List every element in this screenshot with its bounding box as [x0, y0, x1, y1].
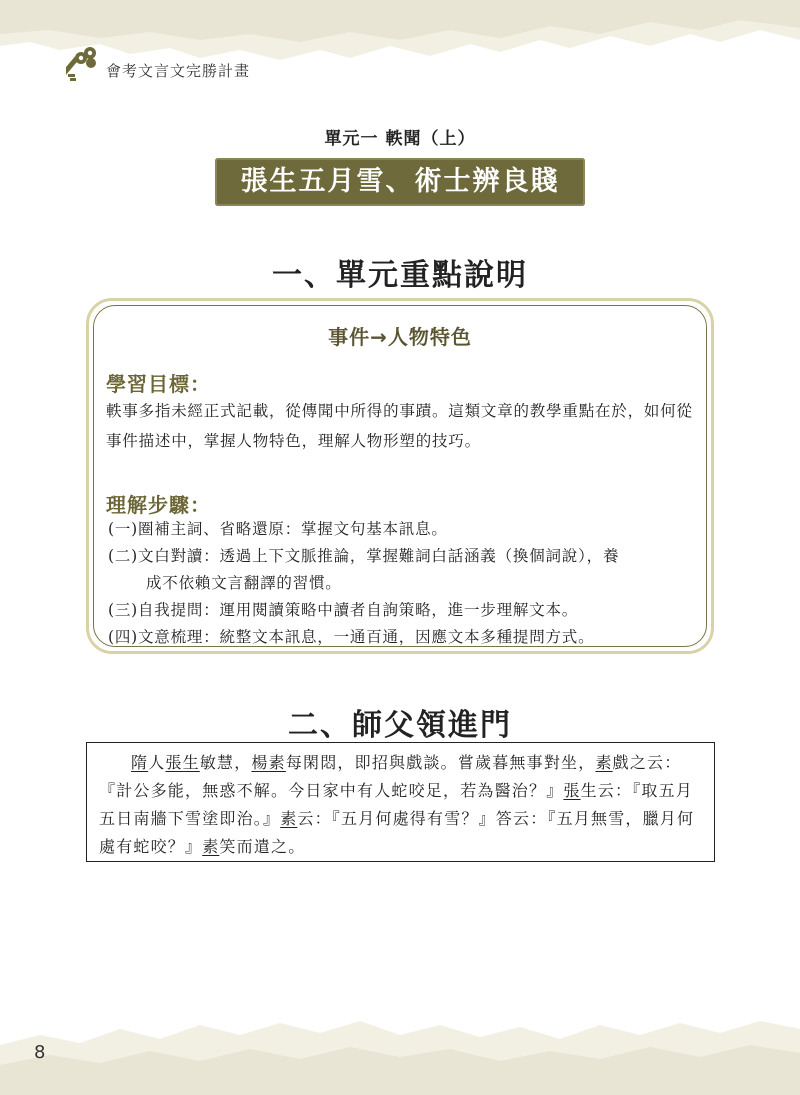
passage-text: 云：『五月何處得有雪？』答云：『五月無雪，臘月何處有蛇咬？』 [99, 809, 695, 856]
passage-text: 每閑悶，即招與戲談。嘗歲暮無事對坐， [285, 753, 596, 772]
section-heading-1: 一、單元重點說明 [272, 258, 528, 293]
proper-noun-underlined: 素 [202, 837, 220, 856]
step-item-continuation: 成不依賴文言翻譯的習慣。 [146, 574, 342, 592]
step-item: (四)文意梳理：統整文本訊息，一通百通，因應文本多種提問方式。 [108, 628, 595, 646]
key-points-box-inner [93, 305, 707, 647]
header-logo [66, 44, 102, 84]
proper-noun-underlined: 素 [280, 809, 298, 828]
goal-label: 學習目標： [106, 372, 211, 396]
step-item: (一)圈補主詞、省略還原：掌握文句基本訊息。 [108, 520, 448, 538]
proper-noun-underlined: 張 [563, 781, 581, 800]
step-item: (三)自我提問：運用閱讀策略中讀者自詢策略，進一步理解文本。 [108, 601, 579, 619]
proper-noun-underlined: 張生 [165, 753, 200, 772]
header-title: 會考文言文完勝計畫 [106, 62, 251, 80]
page-number: 8 [34, 1042, 46, 1063]
goal-text: 軼事多指未經正式記載，從傳聞中所得的事蹟。這類文章的教學重點在於，如何從事件描述中，掌握人物特色，理解人物形塑的技巧。 [106, 402, 693, 450]
proper-noun-underlined: 楊素 [251, 753, 286, 772]
box-heading: 事件→人物特色 [328, 325, 472, 349]
steps-label: 理解步驟： [106, 493, 211, 517]
step-item: (二)文白對讀：透過上下文脈推論，掌握難詞白話涵義（換個詞說），養 [108, 547, 620, 565]
classical-passage [86, 742, 715, 862]
proper-noun-underlined: 隋 [131, 753, 149, 772]
section-heading-2: 二、師父領進門 [288, 708, 512, 743]
proper-noun-underlined: 素 [595, 753, 613, 772]
bottom-wave-decoration [0, 1005, 800, 1095]
key-points-box [86, 298, 714, 654]
unit-label: 單元一 軼聞（上） [324, 129, 476, 149]
passage-text: 生云：『取五月五日南牆下雪塗即治。』 [99, 781, 694, 828]
key-icon [66, 44, 102, 84]
passage-text: 人 [148, 753, 166, 772]
steps-list [108, 516, 708, 651]
passage-text: 笑而遣之。 [219, 837, 306, 856]
passage-text: 戲之云：『計公多能，無惑不解。今日家中有人蛇咬足，若為醫治？』 [99, 753, 682, 800]
lesson-title: 張生五月雪、術士辨良賤 [215, 158, 585, 206]
passage-text: 敏慧， [199, 753, 252, 772]
